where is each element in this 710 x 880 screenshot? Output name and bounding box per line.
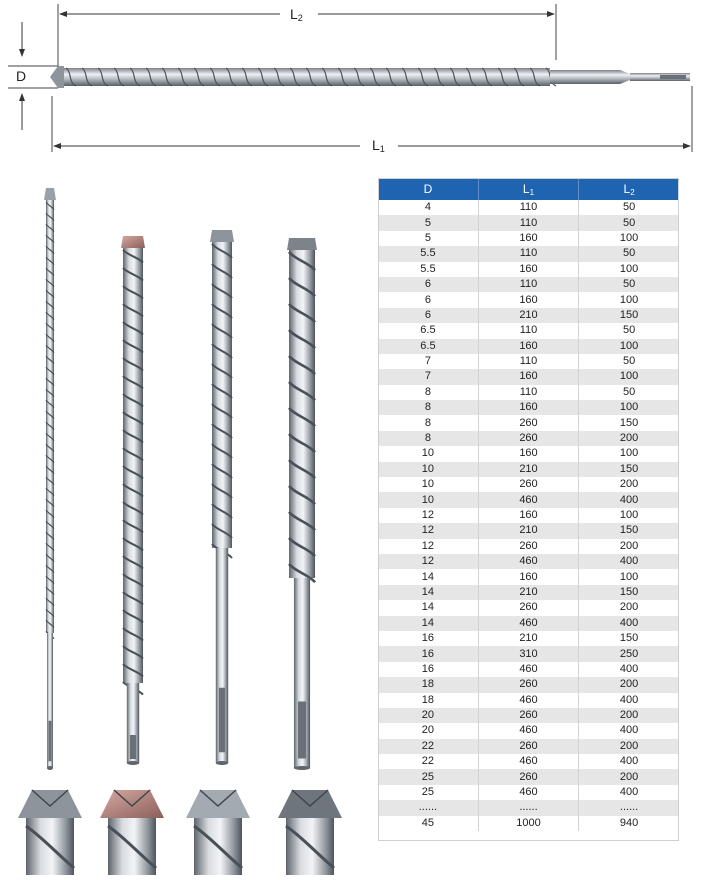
table-row — [378, 708, 679, 723]
cell-l1: 460 — [478, 492, 578, 507]
cell-d: 8 — [378, 385, 478, 400]
cell-d: 45 — [378, 816, 478, 831]
cell-l2: 100 — [579, 400, 679, 415]
table-row — [378, 662, 679, 677]
tip-closeup-1 — [18, 790, 82, 875]
cell-l2: 400 — [579, 616, 679, 631]
cell-d: 7 — [378, 369, 478, 384]
cell-d: 6 — [378, 308, 478, 323]
cell-l1: 460 — [478, 616, 578, 631]
table-row — [378, 339, 679, 354]
cell-d: 22 — [378, 739, 478, 754]
cell-l2: 400 — [579, 723, 679, 738]
cell-d: 5 — [378, 215, 478, 230]
cell-l2: 100 — [579, 292, 679, 307]
cell-d: 5.5 — [378, 246, 478, 261]
cell-d: 20 — [378, 708, 478, 723]
table-row — [378, 277, 679, 292]
table-row — [378, 415, 679, 430]
table-row — [378, 462, 679, 477]
table-row — [378, 231, 679, 246]
cell-l1: 210 — [478, 462, 578, 477]
table-row — [378, 585, 679, 600]
cell-l2: 200 — [579, 431, 679, 446]
l2-label: $L_2$ — [290, 6, 303, 23]
cell-d: 25 — [378, 785, 478, 800]
cell-d: 14 — [378, 569, 478, 584]
table-row — [378, 723, 679, 738]
cell-l1: 210 — [478, 308, 578, 323]
drill-bit-photo-4 — [287, 238, 317, 770]
cell-l1: 260 — [478, 415, 578, 430]
cell-d: 12 — [378, 508, 478, 523]
cell-l1: 460 — [478, 785, 578, 800]
cell-l2: 50 — [579, 354, 679, 369]
table-row — [378, 477, 679, 492]
table-row — [378, 446, 679, 461]
cell-l1: 460 — [478, 754, 578, 769]
cell-l2: 50 — [579, 215, 679, 230]
cell-l1: 210 — [478, 631, 578, 646]
cell-l2: 200 — [579, 539, 679, 554]
cell-d: 25 — [378, 769, 478, 784]
cell-l1: 210 — [478, 523, 578, 538]
cell-l2: 400 — [579, 785, 679, 800]
table-row — [378, 492, 679, 507]
cell-l1: 260 — [478, 539, 578, 554]
cell-d: 10 — [378, 492, 478, 507]
cell-l2: 50 — [579, 200, 679, 215]
dimension-diagram — [0, 0, 710, 170]
cell-d: 10 — [378, 477, 478, 492]
table-row — [378, 200, 679, 215]
cell-d: 14 — [378, 616, 478, 631]
cell-l1: 160 — [478, 508, 578, 523]
cell-l2: 200 — [579, 600, 679, 615]
table-row — [378, 631, 679, 646]
cell-l1: 260 — [478, 677, 578, 692]
cell-l2: 50 — [579, 246, 679, 261]
cell-d: 18 — [378, 693, 478, 708]
cell-d: 12 — [378, 554, 478, 569]
cell-d: 8 — [378, 415, 478, 430]
drill-bit-side-view — [50, 66, 690, 88]
cell-d: 6.5 — [378, 339, 478, 354]
cell-l1: 260 — [478, 431, 578, 446]
cell-l1: 160 — [478, 339, 578, 354]
cell-l1: 260 — [478, 769, 578, 784]
column-header-d: D — [378, 178, 478, 200]
cell-l2: 400 — [579, 693, 679, 708]
cell-l1: 110 — [478, 277, 578, 292]
table-row — [378, 539, 679, 554]
cell-d: 14 — [378, 600, 478, 615]
cell-l1: ...... — [478, 800, 578, 815]
cell-d: 16 — [378, 646, 478, 661]
table-row — [378, 677, 679, 692]
table-row — [378, 385, 679, 400]
cell-l1: 260 — [478, 477, 578, 492]
table-row — [378, 646, 679, 661]
table-row — [378, 600, 679, 615]
cell-l1: 460 — [478, 693, 578, 708]
cell-l1: 160 — [478, 569, 578, 584]
cell-d: 18 — [378, 677, 478, 692]
cell-d: 14 — [378, 585, 478, 600]
table-row — [378, 739, 679, 754]
cell-d: 8 — [378, 431, 478, 446]
cell-l2: 200 — [579, 769, 679, 784]
table-row — [378, 508, 679, 523]
cell-l2: 200 — [579, 477, 679, 492]
cell-l2: 100 — [579, 508, 679, 523]
cell-l2: 100 — [579, 231, 679, 246]
cell-l2: 400 — [579, 492, 679, 507]
cell-l1: 160 — [478, 400, 578, 415]
cell-l2: 100 — [579, 339, 679, 354]
cell-l1: 160 — [478, 369, 578, 384]
cell-l1: 310 — [478, 646, 578, 661]
cell-d: 10 — [378, 462, 478, 477]
cell-l2: 100 — [579, 262, 679, 277]
table-row — [378, 769, 679, 784]
table-body — [378, 200, 679, 831]
cell-l1: 260 — [478, 600, 578, 615]
tip-closeup-2 — [100, 790, 164, 875]
cell-l2: 50 — [579, 277, 679, 292]
table-row — [378, 400, 679, 415]
cell-d: 20 — [378, 723, 478, 738]
cell-d: 6 — [378, 292, 478, 307]
table-row — [378, 800, 679, 815]
cell-l1: 110 — [478, 323, 578, 338]
cell-l1: 110 — [478, 215, 578, 230]
cell-l1: 260 — [478, 708, 578, 723]
cell-l2: 940 — [579, 816, 679, 831]
table-row — [378, 246, 679, 261]
table-row — [378, 816, 679, 831]
table-row — [378, 754, 679, 769]
cell-d: 12 — [378, 523, 478, 538]
table-header-row — [378, 178, 679, 200]
cell-l1: 110 — [478, 200, 578, 215]
cell-d: 5 — [378, 231, 478, 246]
table-row — [378, 785, 679, 800]
cell-d: 12 — [378, 539, 478, 554]
cell-l1: 210 — [478, 585, 578, 600]
table-row — [378, 323, 679, 338]
table-row — [378, 292, 679, 307]
table-row — [378, 215, 679, 230]
cell-l2: 150 — [579, 523, 679, 538]
cell-d: 16 — [378, 631, 478, 646]
column-header-l2: $L_2$ — [579, 178, 679, 200]
l1-label: $L_1$ — [372, 137, 385, 154]
drill-bit-photo-3 — [210, 230, 234, 765]
cell-l2: 200 — [579, 739, 679, 754]
cell-l2: 50 — [579, 323, 679, 338]
table-row — [378, 616, 679, 631]
cell-d: 22 — [378, 754, 478, 769]
cell-l2: 100 — [579, 569, 679, 584]
cell-d: 4 — [378, 200, 478, 215]
size-specification-table — [378, 178, 679, 831]
cell-l2: 150 — [579, 415, 679, 430]
cell-l2: 200 — [579, 677, 679, 692]
table-row — [378, 354, 679, 369]
cell-l1: 1000 — [478, 816, 578, 831]
table-row — [378, 262, 679, 277]
cell-l1: 460 — [478, 554, 578, 569]
cell-d: 16 — [378, 662, 478, 677]
cell-l2: 400 — [579, 754, 679, 769]
cell-l2: ...... — [579, 800, 679, 815]
table-row — [378, 693, 679, 708]
cell-l2: 150 — [579, 585, 679, 600]
cell-l1: 160 — [478, 292, 578, 307]
cell-l1: 110 — [478, 246, 578, 261]
cell-l1: 460 — [478, 662, 578, 677]
cell-d: ...... — [378, 800, 478, 815]
cell-d: 6 — [378, 277, 478, 292]
drill-bit-photos — [0, 178, 370, 875]
cell-l1: 110 — [478, 354, 578, 369]
cell-d: 6.5 — [378, 323, 478, 338]
tip-closeup-3 — [186, 790, 250, 875]
table-row — [378, 369, 679, 384]
cell-l2: 400 — [579, 554, 679, 569]
cell-l2: 50 — [579, 385, 679, 400]
cell-l2: 150 — [579, 462, 679, 477]
d-label: D — [16, 68, 27, 84]
cell-l1: 460 — [478, 723, 578, 738]
drill-bit-photo-2 — [121, 236, 145, 765]
tip-closeup-4 — [278, 790, 342, 875]
cell-l2: 200 — [579, 708, 679, 723]
cell-l1: 160 — [478, 262, 578, 277]
cell-d: 10 — [378, 446, 478, 461]
cell-l1: 160 — [478, 231, 578, 246]
cell-l2: 150 — [579, 308, 679, 323]
table-row — [378, 308, 679, 323]
drill-dimension-drawing — [0, 0, 710, 170]
table-row — [378, 523, 679, 538]
cell-l1: 260 — [478, 739, 578, 754]
table-row — [378, 569, 679, 584]
cell-d: 7 — [378, 354, 478, 369]
column-header-l1: $L_1$ — [478, 178, 578, 200]
cell-l2: 150 — [579, 631, 679, 646]
drill-bit-photo-1 — [44, 188, 56, 770]
cell-l2: 100 — [579, 446, 679, 461]
drill-bit-photo-set — [0, 178, 370, 875]
table-row — [378, 431, 679, 446]
cell-l1: 160 — [478, 446, 578, 461]
cell-l1: 110 — [478, 385, 578, 400]
table-row — [378, 554, 679, 569]
cell-l2: 100 — [579, 369, 679, 384]
cell-l2: 400 — [579, 662, 679, 677]
cell-d: 8 — [378, 400, 478, 415]
cell-l2: 250 — [579, 646, 679, 661]
cell-d: 5.5 — [378, 262, 478, 277]
